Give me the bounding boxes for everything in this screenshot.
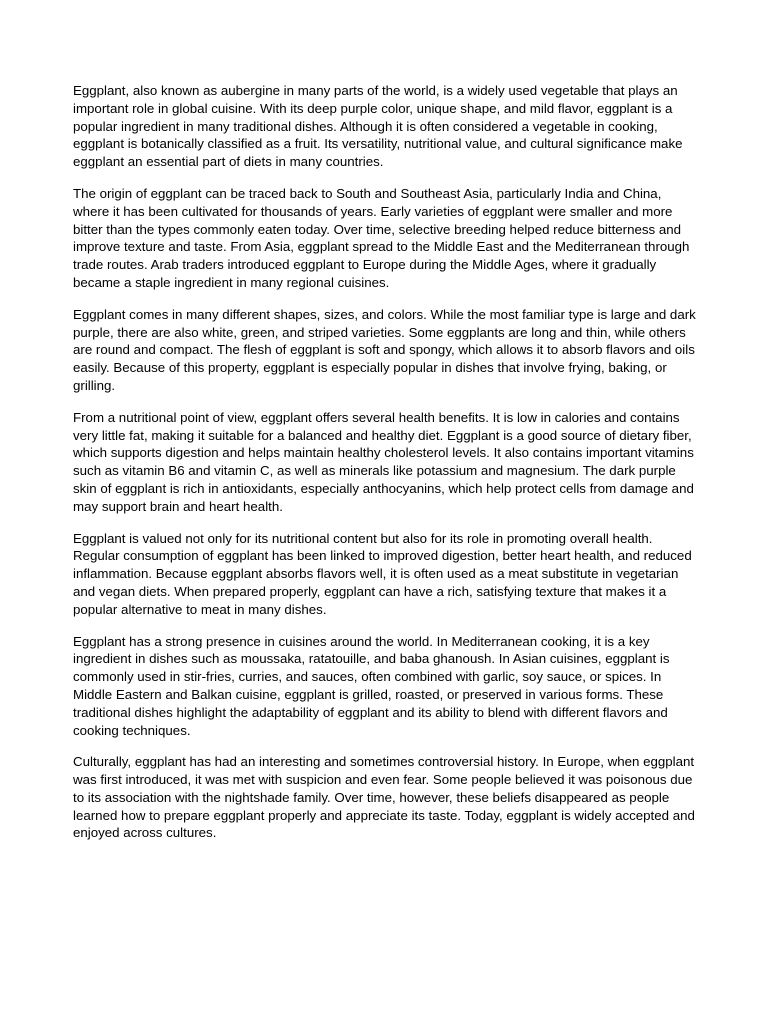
paragraph-origin: The origin of eggplant can be traced back to South and Southeast Asia, particularly India and China, where it has been cultivated for thousands of years. Early varieties of eggplant were smaller and more bitter than the types commonly eaten today. Over time, selective breeding helped reduce bitterness and improve texture and taste. From Asia, eggplant spread to the Middle East and the Mediterranean through trade routes. Arab traders introduced eggplant to Europe during the Middle Ages, where it gradually became a staple ingredient in many regional cuisines. xyxy=(73,185,690,290)
paragraph-health: Eggplant is valued not only for its nutritional content but also for its role in promoting overall health. Regular consumption of eggplant has been linked to improved digestion, better heart health, and reduced inflammation. Because eggplant absorbs flavors well, it is often used as a meat substitute in vegetarian and vegan diets. When prepared properly, eggplant can have a rich, satisfying texture that makes it a popular alternative to meat in many dishes. xyxy=(73,530,692,617)
paragraph-culture: Culturally, eggplant has had an interesting and sometimes controversial history. In Europe, when eggplant was first introduced, it was met with suspicion and even fear. Some people believed it was poisonous due to its association with the nightshade family. Over time, however, these beliefs disappeared as people learned how to prepare eggplant properly and appreciate its taste. Today, eggplant is widely accepted and enjoyed across cultures. xyxy=(73,754,695,841)
paragraph-cuisines: Eggplant has a strong presence in cuisines around the world. In Mediterranean cooking, it is a key ingredient in dishes such as moussaka, ratatouille, and baba ghanoush. In Asian cuisines, eggplant is commonly used in stir-fries, curries, and sauces, often combined with garlic, soy sauce, or spices. In Middle Eastern and Balkan cuisine, eggplant is grilled, roasted, or preserved in various forms. These traditional dishes highlight the adaptability of eggplant and its ability to blend with different flavors and cooking techniques. xyxy=(73,633,670,738)
paragraph-intro: Eggplant, also known as aubergine in many parts of the world, is a widely used vegetable that plays an important role in global cuisine. With its deep purple color, unique shape, and mild flavor, eggplant is a popular ingredient in many traditional dishes. Although it is often considered a vegetable in cooking, eggplant is botanically classified as a fruit. Its versatility, nutritional value, and cultural significance make eggplant an essential part of diets in many countries. xyxy=(73,83,683,170)
paragraph-nutrition: From a nutritional point of view, eggplant offers several health benefits. It is low in calories and contains very little fat, making it suitable for a balanced and healthy diet. Eggplant is a good source of dietary fiber, which supports digestion and helps maintain healthy cholesterol levels. It also contains important vitamins such as vitamin B6 and vitamin C, as well as minerals like potassium and magnesium. The dark purple skin of eggplant is rich in antioxidants, especially anthocyanins, which help protect cells from damage and may support brain and heart health. xyxy=(73,409,694,514)
paragraph-varieties: Eggplant comes in many different shapes, sizes, and colors. While the most familiar type is large and dark purple, there are also white, green, and striped varieties. Some eggplants are long and thin, while others are round and compact. The flesh of eggplant is soft and spongy, which allows it to absorb flavors and oils easily. Because of this property, eggplant is especially popular in dishes that involve frying, baking, or grilling. xyxy=(73,306,696,393)
document-body xyxy=(73,82,699,856)
